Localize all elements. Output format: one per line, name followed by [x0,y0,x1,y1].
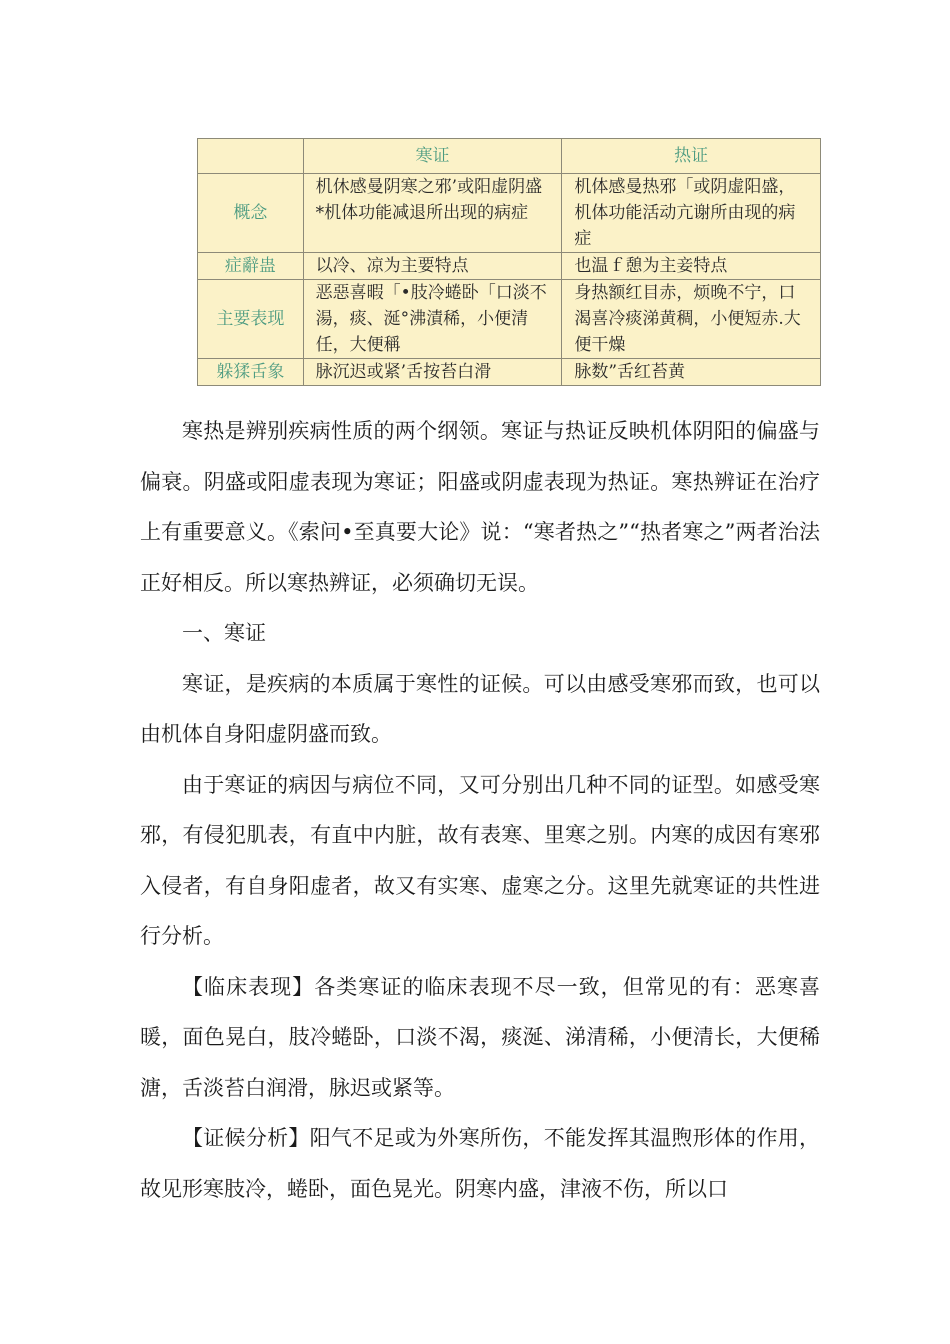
row-label-concept: 概念 [198,174,304,253]
body-text [140,406,820,1214]
cell-cold-manifestations: 恶惡喜暇「•肢冷蜷卧「口淡不湯，痰、涎°沸漬稀，小便清任，大便稱 [303,280,562,359]
cell-heat-features: 也温ｆ憩为主妾特点 [562,253,821,280]
cold-heat-comparison-table [197,138,821,386]
section-heading-cold-syndrome: 一、寒证 [182,621,266,645]
column-header-cold: 寒证 [303,139,562,174]
cell-heat-manifestations: 身热额红目赤，烦晚不宁，口渴喜冷痰涕黄稠，小便短赤.大便干燥 [562,280,821,359]
cell-cold-features: 以冷、凉为主要特点 [303,253,562,280]
table-row [198,253,821,280]
cell-cold-concept: 机休感曼阴寒之邪’或阳虚阴盛*机体功能减退所出现的病症 [303,174,562,253]
paragraph-syndrome-analysis: 【证候分析】阳气不足或为外寒所伤，不能发挥其温煦形体的作用，故见形寒肢冷，蜷卧，面色晃光。阴寒内盛，津液不伤，所以口 [140,1126,820,1201]
row-label-features: 症辭蛊 [198,253,304,280]
row-label-pulse-tongue: 躲猱舌象 [198,359,304,386]
paragraph-definition: 寒证，是疾病的本质属于寒性的证候。可以由感受寒邪而致，也可以由机体自身阳虚阴盛而致。 [140,671,820,746]
cell-heat-concept: 机体感曼热邪「或阴虚阳盛，机体功能活动亢谢所由现的病症 [562,174,821,253]
table-row [198,174,821,253]
table-header-row [198,139,821,174]
cell-heat-pulse-tongue: 脉数”舌红苔黄 [562,359,821,386]
paragraph-intro: 寒热是辨别疾病性质的两个纲领。寒证与热证反映机体阴阳的偏盛与偏衰。阴盛或阳虚表现为寒证；阳盛或阴虚表现为热证。寒热辨证在治疗上有重要意义。《索问•至真要大论》说：“寒者热之”“热者寒之”两者治法正好相反。所以寒热辨证，必须确切无误。 [140,419,820,595]
cell-cold-pulse-tongue: 脉沉迟或紧’舌按苔白滑 [303,359,562,386]
table-row [198,359,821,386]
table-corner-cell [198,139,304,174]
paragraph-clinical-manifestations: 【临床表现】各类寒证的临床表现不尽一致，但常见的有：恶寒喜暖，面色晃白，肢冷蜷卧，口淡不渴，痰涎、涕清稀，小便清长，大便稀溏，舌淡苔白润滑，脉迟或紧等。 [140,974,820,1100]
row-label-manifestations: 主要表现 [198,280,304,359]
column-header-heat: 热证 [562,139,821,174]
table-row [198,280,821,359]
paragraph-types: 由于寒证的病因与病位不同，又可分别出几种不同的证型。如感受寒邪，有侵犯肌表，有直中内脏，故有表寒、里寒之别。内寒的成因有寒邪入侵者，有自身阳虚者，故又有实寒、虚寒之分。这里先就寒证的共性进行分析。 [140,772,820,948]
